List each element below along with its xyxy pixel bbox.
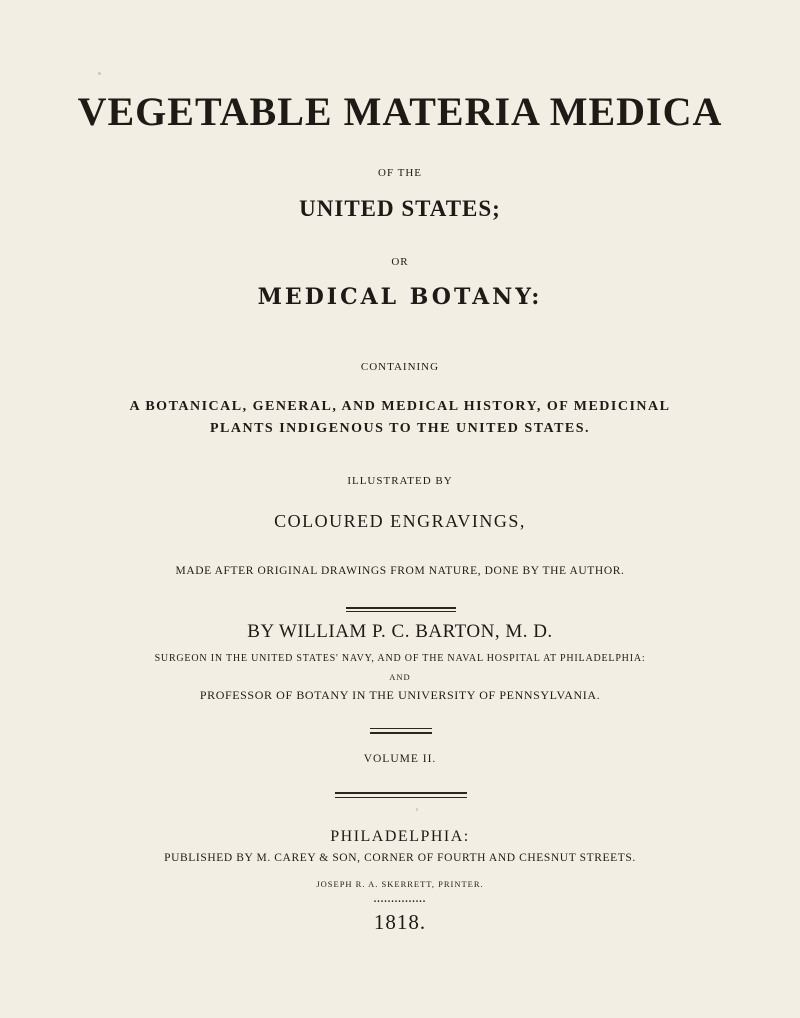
or-label: OR [391, 256, 409, 268]
year-label: 1818. [373, 910, 427, 934]
professor-line: PROFESSOR OF BOTANY IN THE UNIVERSITY OF PENNSYLVANIA. [199, 688, 601, 702]
rule-long-1 [335, 792, 467, 794]
rule-mid-1 [370, 728, 432, 729]
description-line-1: A BOTANICAL, GENERAL, AND MEDICAL HISTORY, OF MEDICINAL [129, 399, 671, 414]
printer-line: JOSEPH R. A. SKERRETT, PRINTER. [316, 879, 484, 889]
coloured-engravings-heading: COLOURED ENGRAVINGS, [274, 511, 526, 531]
paper-speck [98, 72, 101, 75]
description-line-2: PLANTS INDIGENOUS TO THE UNITED STATES. [209, 421, 591, 436]
dotted-divider: ............... [373, 894, 427, 905]
rule-long-2 [335, 797, 467, 798]
volume-label: VOLUME II. [363, 753, 437, 765]
paper-speck [416, 808, 418, 811]
illustrated-by-label: ILLUSTRATED BY [347, 475, 453, 487]
place-label: PHILADELPHIA: [330, 828, 470, 845]
rule-top-2 [346, 611, 456, 612]
of-the-label: OF THE [378, 167, 422, 179]
surgeon-line: SURGEON IN THE UNITED STATES' NAVY, AND OF THE NAVAL HOSPITAL AT PHILADELPHIA: [154, 653, 646, 664]
gothic-subtitle: MEDICAL BOTANY: [257, 284, 543, 310]
rule-mid-2 [370, 732, 432, 734]
rule-top-1 [346, 607, 456, 609]
made-after-line: MADE AFTER ORIGINAL DRAWINGS FROM NATURE, DONE BY THE AUTHOR. [175, 565, 625, 577]
author-line: BY WILLIAM P. C. BARTON, M. D. [247, 621, 553, 642]
main-title: VEGETABLE MATERIA MEDICA [77, 89, 723, 134]
and-label: AND [389, 672, 411, 682]
country-heading: UNITED STATES; [299, 196, 501, 221]
containing-label: CONTAINING [360, 361, 440, 373]
publisher-line: PUBLISHED BY M. CAREY & SON, CORNER OF FOURTH AND CHESNUT STREETS. [164, 852, 636, 864]
